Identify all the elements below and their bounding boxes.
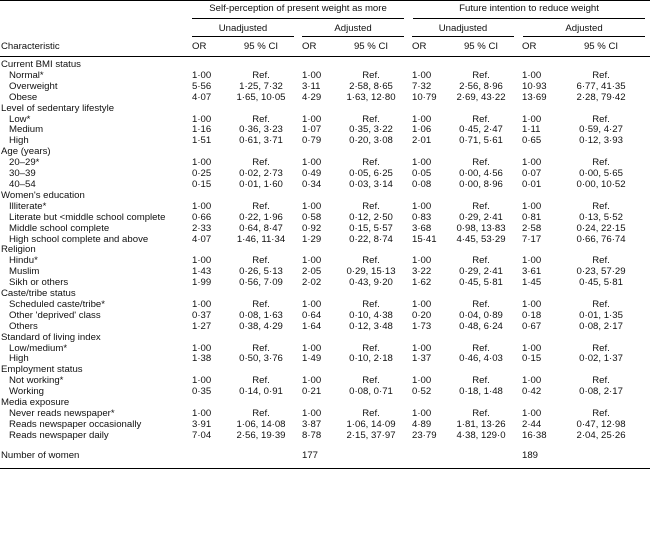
confidence-interval-cell: Ref. <box>362 113 380 125</box>
row-label: Illiterate* <box>9 200 47 212</box>
odds-ratio-cell: 0·81 <box>522 211 542 223</box>
confidence-interval-cell: 0·47, 12·98 <box>576 418 626 430</box>
column-header-ci: 95 % CI <box>444 39 518 57</box>
confidence-interval-cell: Ref. <box>472 113 490 125</box>
table-row <box>0 256 650 267</box>
confidence-interval-cell: Ref. <box>592 69 610 81</box>
row-label: Scheduled caste/tribe* <box>9 298 105 310</box>
confidence-interval-cell: Ref. <box>592 298 610 310</box>
section-title: Age (years) <box>1 146 51 158</box>
confidence-interval-cell: Ref. <box>362 342 380 354</box>
odds-ratio-cell: 1·43 <box>192 266 212 278</box>
odds-ratio-cell: 0·21 <box>302 386 322 398</box>
odds-ratio-cell: 1·00 <box>522 255 542 267</box>
column-header-ci: 95 % CI <box>224 39 298 57</box>
odds-ratio-cell: 1·00 <box>522 200 542 212</box>
odds-ratio-cell: 1·00 <box>192 157 212 169</box>
column-header-ci: 95 % CI <box>552 39 650 57</box>
odds-ratio-cell: 1·38 <box>192 353 212 365</box>
odds-ratio-cell: 3·68 <box>412 222 432 234</box>
confidence-interval-cell: 0·46, 4·03 <box>459 353 503 365</box>
odds-ratio-cell: 1·00 <box>412 255 432 267</box>
row-label: Sikh or others <box>9 277 69 289</box>
odds-ratio-cell: 1·16 <box>192 124 212 136</box>
subheader-spacer <box>0 22 188 39</box>
confidence-interval-cell: Ref. <box>472 298 490 310</box>
odds-ratio-cell: 1·00 <box>302 408 322 419</box>
column-header-or: OR <box>518 39 552 57</box>
odds-ratio-cell: 3·91 <box>192 418 212 430</box>
confidence-interval-cell: 2·28, 79·42 <box>576 91 626 103</box>
table-body <box>0 57 650 442</box>
group-header-future-intention-text: Future intention to reduce weight <box>413 4 645 19</box>
table-row <box>0 71 650 82</box>
confidence-interval-cell: 1·81, 13·26 <box>456 418 506 430</box>
confidence-interval-cell: Ref. <box>472 69 490 81</box>
table-row <box>0 158 650 169</box>
confidence-interval-cell: 0·23, 57·29 <box>576 266 626 278</box>
confidence-interval-cell: 0·00, 4·56 <box>459 168 503 180</box>
confidence-interval-cell: 0·26, 5·13 <box>239 266 283 278</box>
odds-ratio-cell: 0·18 <box>522 309 542 321</box>
confidence-interval-cell: 0·36, 3·23 <box>239 124 283 136</box>
confidence-interval-cell: Ref. <box>592 342 610 354</box>
table-row <box>0 235 650 246</box>
odds-ratio-cell: 10·93 <box>522 80 547 92</box>
total-future-intention: 189 <box>518 442 552 468</box>
odds-ratio-cell: 0·66 <box>192 211 212 223</box>
odds-ratio-cell: 0·92 <box>302 222 322 234</box>
table-row <box>0 278 650 289</box>
section-header-row <box>0 147 650 158</box>
odds-ratio-cell: 2·01 <box>412 135 432 147</box>
row-label: Not working* <box>9 375 64 387</box>
group-header-future-intention <box>408 1 650 23</box>
confidence-interval-cell: Ref. <box>362 298 380 310</box>
confidence-interval-cell: 2·56, 8·96 <box>459 80 503 92</box>
odds-ratio-cell: 3·61 <box>522 266 542 278</box>
odds-ratio-cell: 1·00 <box>412 298 432 310</box>
confidence-interval-cell: 1·06, 14·09 <box>346 418 396 430</box>
confidence-interval-cell: 0·04, 0·89 <box>459 309 503 321</box>
odds-ratio-cell: 4·07 <box>192 233 212 245</box>
odds-ratio-cell: 1·00 <box>412 375 432 387</box>
odds-ratio-cell: 0·25 <box>192 168 212 180</box>
odds-ratio-cell: 1·00 <box>522 113 542 125</box>
odds-ratio-cell: 0·65 <box>522 135 542 147</box>
subheader-self-adjusted-text: Adjusted <box>302 24 403 38</box>
confidence-interval-cell: 0·71, 5·61 <box>459 135 503 147</box>
confidence-interval-cell: 0·24, 22·15 <box>576 222 626 234</box>
row-label: High school complete and above <box>9 233 149 245</box>
confidence-interval-cell: 0·12, 3·48 <box>349 320 393 332</box>
confidence-interval-cell: 0·64, 8·47 <box>239 222 283 234</box>
row-label: Literate but <middle school complete <box>9 211 166 223</box>
section-header-row <box>0 245 650 256</box>
odds-ratio-cell: 7·32 <box>412 80 432 92</box>
confidence-interval-cell: Ref. <box>252 408 270 419</box>
confidence-interval-cell: Ref. <box>252 298 270 310</box>
confidence-interval-cell: 0·22, 8·74 <box>349 233 393 245</box>
odds-ratio-cell: 0·15 <box>522 353 542 365</box>
odds-ratio-cell: 1·45 <box>522 277 542 289</box>
odds-ratio-cell: 1·00 <box>192 408 212 419</box>
subheader-future-unadjusted <box>408 22 518 39</box>
confidence-interval-cell: Ref. <box>592 200 610 212</box>
row-label: Low/medium* <box>9 342 68 354</box>
odds-ratio-cell: 1·00 <box>192 298 212 310</box>
confidence-interval-cell: 0·12, 2·50 <box>349 211 393 223</box>
odds-ratio-cell: 1·00 <box>192 113 212 125</box>
confidence-interval-cell: 4·45, 53·29 <box>456 233 506 245</box>
odds-ratio-cell: 0·37 <box>192 309 212 321</box>
confidence-interval-cell: Ref. <box>362 375 380 387</box>
odds-ratio-cell: 10·79 <box>412 91 437 103</box>
table-row <box>0 431 650 442</box>
confidence-interval-cell: 1·25, 7·32 <box>239 80 283 92</box>
row-label: Normal* <box>9 69 44 81</box>
confidence-interval-cell: 0·45, 5·81 <box>459 277 503 289</box>
odds-ratio-cell: 0·49 <box>302 168 322 180</box>
odds-ratio-cell: 1·00 <box>412 200 432 212</box>
confidence-interval-cell: 0·56, 7·09 <box>239 277 283 289</box>
odds-ratio-cell: 1·00 <box>522 298 542 310</box>
confidence-interval-cell: Ref. <box>592 408 610 419</box>
row-label: Middle school complete <box>9 222 110 234</box>
confidence-interval-cell: 0·08, 2·17 <box>579 386 623 398</box>
confidence-interval-cell: Ref. <box>252 157 270 169</box>
confidence-interval-cell: 0·61, 3·71 <box>239 135 283 147</box>
odds-ratio-cell: 1·00 <box>302 200 322 212</box>
odds-ratio-cell: 3·22 <box>412 266 432 278</box>
odds-ratio-cell: 1·00 <box>302 298 322 310</box>
odds-ratio-cell: 1·00 <box>412 69 432 81</box>
confidence-interval-cell: 0·05, 6·25 <box>349 168 393 180</box>
confidence-interval-cell: Ref. <box>472 375 490 387</box>
confidence-interval-cell: 1·65, 10·05 <box>236 91 286 103</box>
odds-ratio-cell: 1·49 <box>302 353 322 365</box>
odds-ratio-cell: 5·56 <box>192 80 212 92</box>
confidence-interval-cell: 0·20, 3·08 <box>349 135 393 147</box>
odds-ratio-cell: 1·00 <box>522 69 542 81</box>
confidence-interval-cell: 2·04, 25·26 <box>576 429 626 441</box>
section-title: Religion <box>1 244 36 256</box>
row-label: 30–39 <box>9 168 36 180</box>
section-title: Media exposure <box>1 397 70 409</box>
confidence-interval-cell: 0·00, 10·52 <box>576 178 626 190</box>
odds-ratio-cell: 7·17 <box>522 233 542 245</box>
confidence-interval-cell: 0·48, 6·24 <box>459 320 503 332</box>
odds-ratio-cell: 1·00 <box>302 113 322 125</box>
odds-ratio-cell: 16·38 <box>522 429 547 441</box>
row-label: Hindu* <box>9 255 38 267</box>
odds-ratio-cell: 1·00 <box>522 408 542 419</box>
odds-ratio-cell: 1·51 <box>192 135 212 147</box>
table-row <box>0 344 650 355</box>
odds-ratio-cell: 1·00 <box>412 113 432 125</box>
confidence-interval-cell: 0·00, 5·65 <box>579 168 623 180</box>
table-row <box>0 82 650 93</box>
confidence-interval-cell: 0·12, 3·93 <box>579 135 623 147</box>
table-row <box>0 387 650 398</box>
odds-ratio-cell: 0·64 <box>302 309 322 321</box>
table-row <box>0 376 650 387</box>
odds-ratio-cell: 1·06 <box>412 124 432 136</box>
section-title: Caste/tribe status <box>1 288 76 300</box>
odds-ratio-cell: 1·00 <box>412 157 432 169</box>
confidence-interval-cell: 0·29, 2·41 <box>459 266 503 278</box>
header-spacer <box>0 1 188 23</box>
confidence-interval-cell: Ref. <box>252 113 270 125</box>
odds-ratio-cell: 0·05 <box>412 168 432 180</box>
odds-ratio-cell: 1·37 <box>412 353 432 365</box>
row-label: 20–29* <box>9 157 40 169</box>
table-row <box>0 213 650 224</box>
subheader-self-unadjusted-text: Unadjusted <box>192 24 293 38</box>
column-header-or: OR <box>298 39 334 57</box>
odds-ratio-cell: 1·64 <box>302 320 322 332</box>
confidence-interval-cell: Ref. <box>472 255 490 267</box>
odds-ratio-cell: 1·27 <box>192 320 212 332</box>
odds-ratio-cell: 1·00 <box>522 375 542 387</box>
confidence-interval-cell: Ref. <box>362 408 380 419</box>
odds-ratio-cell: 1·00 <box>302 157 322 169</box>
odds-ratio-cell: 1·00 <box>302 255 322 267</box>
confidence-interval-cell: 0·98, 13·83 <box>456 222 506 234</box>
odds-ratio-cell: 0·01 <box>522 178 542 190</box>
table-row <box>0 267 650 278</box>
confidence-interval-cell: 0·15, 5·57 <box>349 222 393 234</box>
odds-ratio-cell: 1·00 <box>412 342 432 354</box>
row-label: Reads newspaper occasionally <box>9 418 142 430</box>
table-row <box>0 169 650 180</box>
odds-ratio-cell: 1·00 <box>302 342 322 354</box>
odds-ratio-cell: 0·35 <box>192 386 212 398</box>
confidence-interval-cell: Ref. <box>592 157 610 169</box>
odds-ratio-cell: 1·00 <box>192 69 212 81</box>
subheader-future-unadjusted-text: Unadjusted <box>412 24 513 38</box>
column-header-or: OR <box>408 39 444 57</box>
confidence-interval-cell: 0·45, 5·81 <box>579 277 623 289</box>
odds-ratio-cell: 1·99 <box>192 277 212 289</box>
section-header-row <box>0 191 650 202</box>
section-title: Standard of living index <box>1 331 101 343</box>
odds-ratio-cell: 0·34 <box>302 178 322 190</box>
confidence-interval-cell: 2·58, 8·65 <box>349 80 393 92</box>
confidence-interval-cell: Ref. <box>362 157 380 169</box>
section-header-row <box>0 104 650 115</box>
odds-ratio-cell: 0·42 <box>522 386 542 398</box>
row-label: High <box>9 353 29 365</box>
confidence-interval-cell: 0·29, 2·41 <box>459 211 503 223</box>
total-label: Number of women <box>0 442 188 468</box>
table-row <box>0 180 650 191</box>
odds-ratio-cell: 1·07 <box>302 124 322 136</box>
confidence-interval-cell: Ref. <box>592 113 610 125</box>
section-header-row <box>0 60 650 71</box>
confidence-interval-cell: 0·66, 76·74 <box>576 233 626 245</box>
odds-ratio-cell: 1·00 <box>412 408 432 419</box>
odds-ratio-cell: 1·29 <box>302 233 322 245</box>
confidence-interval-cell: 0·35, 3·22 <box>349 124 393 136</box>
odds-ratio-cell: 3·11 <box>302 80 321 92</box>
confidence-interval-cell: 4·38, 129·0 <box>456 429 506 441</box>
odds-ratio-cell: 1·62 <box>412 277 432 289</box>
odds-ratio-cell: 2·02 <box>302 277 322 289</box>
confidence-interval-cell: 2·69, 43·22 <box>456 91 506 103</box>
odds-ratio-cell: 4·89 <box>412 418 432 430</box>
odds-ratio-cell: 0·20 <box>412 309 432 321</box>
confidence-interval-cell: 0·14, 0·91 <box>239 386 283 398</box>
table-row <box>0 115 650 126</box>
odds-ratio-cell: 2·33 <box>192 222 212 234</box>
odds-ratio-cell: 23·79 <box>412 429 437 441</box>
odds-ratio-cell: 1·11 <box>522 124 541 136</box>
confidence-interval-cell: 0·10, 2·18 <box>349 353 393 365</box>
table-row <box>0 354 650 365</box>
odds-ratio-cell: 4·29 <box>302 91 322 103</box>
odds-ratio-cell: 2·05 <box>302 266 322 278</box>
confidence-interval-cell: 0·18, 1·48 <box>459 386 503 398</box>
odds-ratio-cell: 1·00 <box>192 200 212 212</box>
odds-ratio-cell: 15·41 <box>412 233 437 245</box>
confidence-interval-cell: 0·22, 1·96 <box>239 211 283 223</box>
row-label: High <box>9 135 29 147</box>
odds-ratio-cell: 1·73 <box>412 320 432 332</box>
subheader-self-adjusted <box>298 22 408 39</box>
odds-ratio-cell: 2·44 <box>522 418 542 430</box>
confidence-interval-cell: 1·46, 11·34 <box>236 233 286 245</box>
odds-ratio-cell: 1·00 <box>302 69 322 81</box>
odds-ratio-cell: 0·83 <box>412 211 432 223</box>
confidence-interval-cell: 0·00, 8·96 <box>459 178 503 190</box>
section-title: Current BMI status <box>1 59 81 70</box>
odds-ratio-cell: 1·00 <box>192 342 212 354</box>
row-label: Medium <box>9 124 44 136</box>
odds-ratio-cell: 8·78 <box>302 429 322 441</box>
row-label: Never reads newspaper* <box>9 408 115 419</box>
subheader-future-adjusted-text: Adjusted <box>523 24 644 38</box>
odds-ratio-cell: 0·07 <box>522 168 542 180</box>
confidence-interval-cell: 6·77, 41·35 <box>576 80 626 92</box>
confidence-interval-cell: 0·59, 4·27 <box>579 124 623 136</box>
confidence-interval-cell: 0·43, 9·20 <box>349 277 393 289</box>
table-row <box>0 93 650 104</box>
confidence-interval-cell: Ref. <box>252 342 270 354</box>
confidence-interval-cell: 0·38, 4·29 <box>239 320 283 332</box>
confidence-interval-cell: Ref. <box>592 255 610 267</box>
confidence-interval-cell: 0·01, 1·35 <box>579 309 623 321</box>
confidence-interval-cell: 0·08, 1·63 <box>239 309 283 321</box>
confidence-interval-cell: Ref. <box>252 200 270 212</box>
group-header-self-perception-text: Self-perception of present weight as more <box>192 4 403 19</box>
confidence-interval-cell: Ref. <box>472 157 490 169</box>
confidence-interval-cell: 0·02, 1·37 <box>579 353 623 365</box>
row-label: Reads newspaper daily <box>9 429 109 441</box>
odds-ratio-cell: 4·07 <box>192 91 212 103</box>
confidence-interval-cell: Ref. <box>592 375 610 387</box>
confidence-interval-cell: Ref. <box>472 342 490 354</box>
section-title: Level of sedentary lifestyle <box>1 102 115 114</box>
confidence-interval-cell: Ref. <box>252 255 270 267</box>
odds-ratio-cell: 1·00 <box>192 255 212 267</box>
group-header-self-perception <box>188 1 408 23</box>
confidence-interval-cell: Ref. <box>252 375 270 387</box>
odds-ratio-cell: 0·52 <box>412 386 432 398</box>
row-label: Other 'deprived' class <box>9 309 101 321</box>
confidence-interval-cell: 0·45, 2·47 <box>459 124 503 136</box>
confidence-interval-cell: Ref. <box>252 69 270 81</box>
section-header-row <box>0 365 650 376</box>
odds-ratio-cell: 1·00 <box>192 375 212 387</box>
section-header-row <box>0 333 650 344</box>
confidence-interval-cell: 1·63, 12·80 <box>346 91 396 103</box>
table-row <box>0 136 650 147</box>
table-row <box>0 311 650 322</box>
confidence-interval-cell: 2·56, 19·39 <box>236 429 286 441</box>
column-header-or: OR <box>188 39 224 57</box>
odds-ratio-cell: 2·58 <box>522 222 542 234</box>
row-label: Obese <box>9 91 38 103</box>
confidence-interval-cell: 0·08, 0·71 <box>349 386 393 398</box>
confidence-interval-cell: Ref. <box>472 408 490 419</box>
section-title: Employment status <box>1 364 83 376</box>
table-footer <box>0 442 650 468</box>
odds-ratio-cell: 0·15 <box>192 178 212 190</box>
confidence-interval-cell: Ref. <box>362 255 380 267</box>
confidence-interval-cell: Ref. <box>362 200 380 212</box>
odds-ratio-cell: 0·79 <box>302 135 322 147</box>
confidence-interval-cell: Ref. <box>362 69 380 81</box>
odds-ratio-cell: 3·87 <box>302 418 322 430</box>
odds-ratio-cell: 0·08 <box>412 178 432 190</box>
confidence-interval-cell: 0·02, 2·73 <box>239 168 283 180</box>
confidence-interval-cell: 0·10, 4·38 <box>349 309 393 321</box>
confidence-interval-cell: 2·15, 37·97 <box>346 429 396 441</box>
confidence-interval-cell: Ref. <box>472 200 490 212</box>
table-row <box>0 125 650 136</box>
confidence-interval-cell: 1·06, 14·08 <box>236 418 286 430</box>
section-title: Women's education <box>1 189 85 201</box>
row-label: 40–54 <box>9 178 36 190</box>
subheader-self-unadjusted <box>188 22 298 39</box>
column-header-ci: 95 % CI <box>334 39 408 57</box>
row-label: Overweight <box>9 80 58 92</box>
confidence-interval-cell: 0·29, 15·13 <box>346 266 396 278</box>
subheader-future-adjusted <box>518 22 650 39</box>
confidence-interval-cell: 0·13, 5·52 <box>579 211 623 223</box>
odds-ratio-cell: 1·00 <box>522 342 542 354</box>
confidence-interval-cell: 0·08, 2·17 <box>579 320 623 332</box>
confidence-interval-cell: 0·03, 3·14 <box>349 178 393 190</box>
row-label: Muslim <box>9 266 40 278</box>
table-row <box>0 224 650 235</box>
row-label: Others <box>9 320 38 332</box>
confidence-interval-cell: 0·01, 1·60 <box>239 178 283 190</box>
row-label: Working <box>9 386 45 398</box>
odds-ratio-cell: 7·04 <box>192 429 212 441</box>
odds-ratio-cell: 13·69 <box>522 91 547 103</box>
odds-ratio-cell: 0·58 <box>302 211 322 223</box>
row-label: Low* <box>9 113 31 125</box>
column-header-characteristic: Characteristic <box>0 39 188 57</box>
total-self-perception: 177 <box>298 442 334 468</box>
odds-ratio-cell: 1·00 <box>522 157 542 169</box>
confidence-interval-cell: 0·50, 3·76 <box>239 353 283 365</box>
odds-ratio-cell: 1·00 <box>302 375 322 387</box>
odds-ratio-cell: 0·67 <box>522 320 542 332</box>
